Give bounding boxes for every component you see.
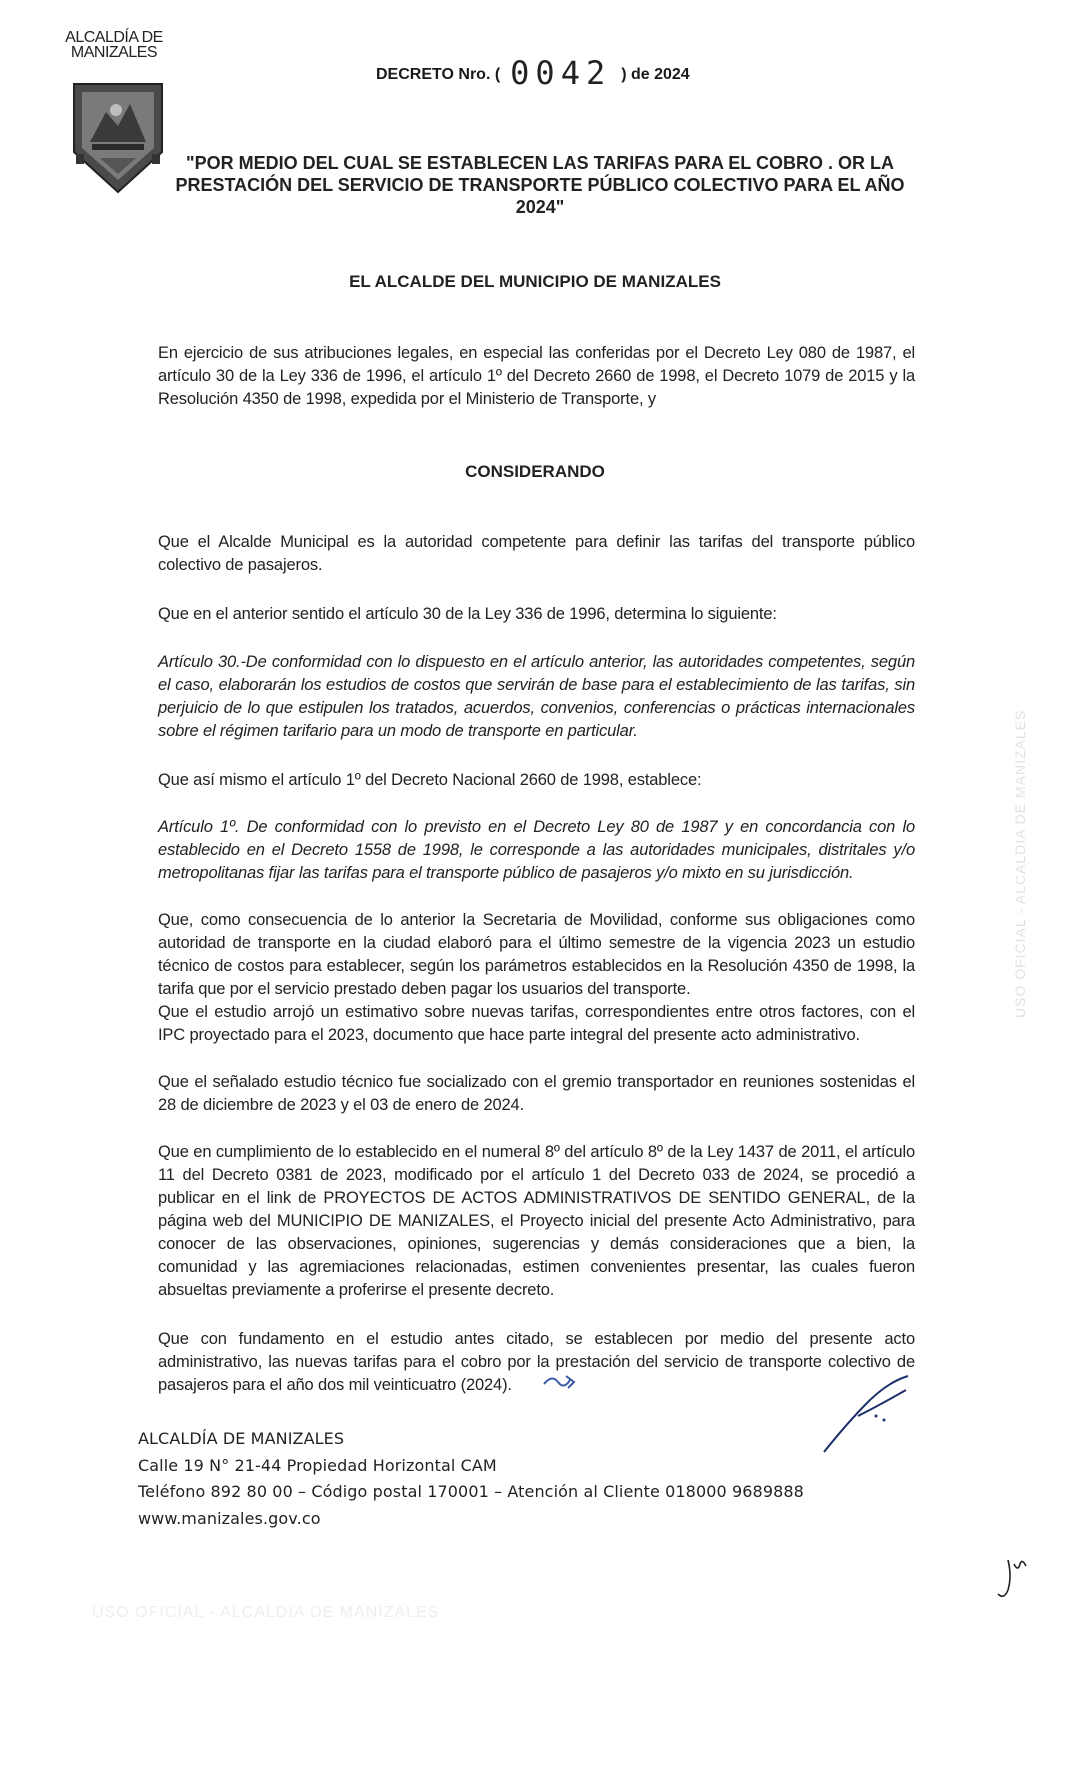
logo-text: ALCALDÍA DE MANIZALES [65,29,163,61]
decree-title: "POR MEDIO DEL CUAL SE ESTABLECEN LAS TARIFAS PARA EL COBRO . OR LA PRESTACIÓN DEL SERVICIO DE TRANSPORTE PÚBLICO COLECTIVO PARA EL AÑO 2024" [175,153,905,217]
footer-website: www.manizales.gov.co [138,1508,321,1528]
watermark-vertical: USO OFICIAL - ALCALDIA DE MANIZALES [1012,709,1028,1018]
footer-entity: ALCALDÍA DE MANIZALES [138,1429,345,1448]
authority-heading: EL ALCALDE DEL MUNICIPIO DE MANIZALES [349,272,721,291]
footer-address: Calle 19 N° 21-44 Propiedad Horizontal CAM [138,1455,497,1475]
consideration-paragraph: Que en cumplimiento de lo establecido en el numeral 8º del artículo 8º de la Ley 1437 de 2011, el artículo 11 del Decreto 0381 de 2023, modificado por el artículo 1 del Decreto 033 de 2024, se procedió a publicar en el link de PROYECTOS DE ACTOS ADMINISTRATIVOS DE SENTIDO GENERAL, de la página web del MUNICIPIO DE MANIZALES, el Proyecto inicial del presente Acto Administrativo, para conocer de las observaciones, opiniones, sugerencias y demás consideraciones que a bien, la comunidad y las agremiaciones relacionadas, estimen convenientes presentar, las cuales fueron absueltas previamente a proferirse el presente decreto. [158,1143,915,1299]
consideration-paragraph: Que con fundamento en el estudio antes citado, se establecen por medio del presente acto administrativo, las nuevas tarifas para el cobro por la prestación del servicio de transporte colectivo de pasajeros para el año dos mil veinticuatro (2024). [158,1330,915,1394]
decree-label: DECRETO Nro. ( [376,66,501,83]
footer [138,1426,804,1532]
decree-year: ) de 2024 [621,66,690,83]
considerando-heading: CONSIDERANDO [465,462,605,481]
footer-contact: Teléfono 892 80 00 – Código postal 170001 – Atención al Cliente 018000 9689888 [138,1482,804,1501]
initials-mark-icon [994,1556,1030,1602]
consideration-paragraph: Que así mismo el artículo 1º del Decreto Nacional 2660 de 1998, establece: [158,771,702,789]
signature-icon [818,1372,918,1456]
consideration-paragraph: Que el señalado estudio técnico fue socializado con el gremio transportador en reuniones sostenidas el 28 de diciembre de 2023 y el 03 de enero de 2024. [158,1073,915,1114]
decree-header [376,56,690,94]
initials-mark-icon [540,1370,580,1394]
preamble-paragraph: En ejercicio de sus atribuciones legales, en especial las conferidas por el Decreto Ley 080 de 1987, el artículo 30 de la Ley 336 de 1996, el artículo 1º del Decreto 2660 de 1998, el Decreto 1079 de 2015 y la Resolución 4350 de 1998, expedida por el Ministerio de Transporte, y [158,344,915,408]
consideration-paragraph: Que el estudio arrojó un estimativo sobre nuevas tarifas, correspondientes entre otros factores, con el IPC proyectado para el 2023, documento que hace parte integral del presente acto administrativo. [158,1003,915,1044]
quoted-article-1: Artículo 1º. De conformidad con lo previsto en el Decreto Ley 80 de 1987 y en concordancia con lo establecido en el Decreto 1558 de 1998, le corresponde a las autoridades municipales, distritales y/o metropolitanas fijar las tarifas para el transporte público de pasajeros y/o mixto en su jurisdicción. [158,818,915,882]
consideration-paragraph: Que en el anterior sentido el artículo 30 de la Ley 336 de 1996, determina lo siguiente: [158,605,777,623]
consideration-paragraph: Que el Alcalde Municipal es la autoridad competente para definir las tarifas del transporte público colectivo de pasajeros. [158,533,915,574]
quoted-article-30: Artículo 30.-De conformidad con lo dispuesto en el artículo anterior, las autoridades competentes, según el caso, elaborarán los estudios de costos que servirán de base para el establecimiento de las tarifas, sin perjuicio de lo que estipulen los tratados, acuerdos, convenios, conferencias o prácticas internacionales sobre el régimen tarifario para un modo de transporte en particular. [158,653,915,740]
watermark-horizontal: USO OFICIAL - ALCALDIA DE MANIZALES [92,1604,440,1621]
consideration-paragraph: Que, como consecuencia de lo anterior la Secretaria de Movilidad, conforme sus obligaciones como autoridad de transporte en la ciudad elaboró para el último semestre de la vigencia 2023 un estudio técnico de costos para establecer, según los parámetros establecidos en la Resolución 4350 de 1998, la tarifa que por el servicio prestado deben pagar los usuarios del transporte. [158,911,915,998]
decree-number: 0042 [510,54,612,92]
